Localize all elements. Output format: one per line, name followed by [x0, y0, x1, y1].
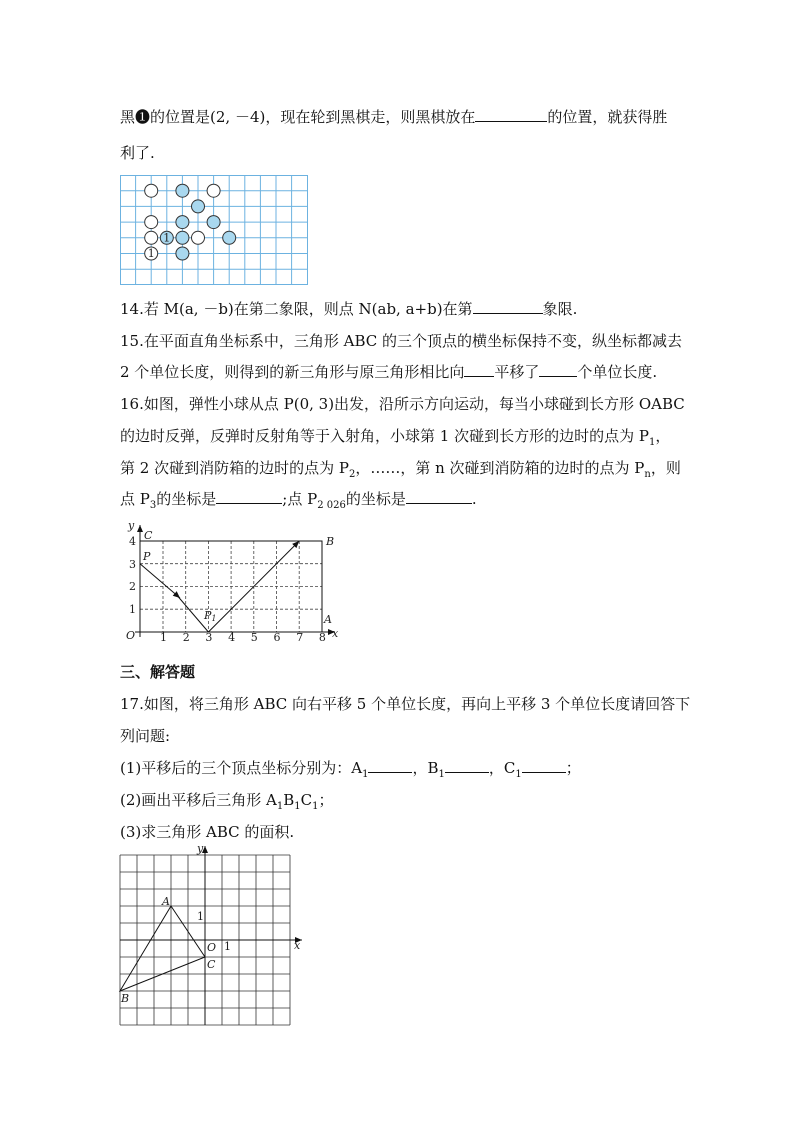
q13-text: 黑: [120, 108, 136, 126]
q17-item3: [120, 822, 294, 842]
q14-text: 象限.: [542, 300, 578, 318]
q17-item1: [120, 758, 581, 778]
q15-text: 平移了: [494, 363, 540, 381]
q16-text: 的边时反弹，反弹时反射角等于入射角，小球第 1 次碰到长方形的边时的点为 P: [120, 427, 649, 445]
black-stone: [176, 247, 189, 260]
white-stone: [145, 231, 158, 244]
q16-text: ，: [655, 427, 671, 445]
y-axis-label: y: [128, 519, 135, 532]
q16-subscript: 2 026: [317, 500, 346, 511]
y-tick: 1: [129, 603, 136, 616]
x-axis-label: x: [332, 627, 339, 640]
q13-answer-blank[interactable]: [475, 107, 547, 122]
point-c-label: C: [207, 958, 216, 971]
y-tick: 4: [129, 535, 136, 548]
q17-text: ；: [565, 759, 581, 777]
q17-text: ，C: [488, 759, 516, 777]
x-tick: 8: [318, 631, 326, 644]
q15-distance-blank[interactable]: [539, 362, 577, 377]
white-stone: [192, 231, 205, 244]
triangle-abc: [120, 906, 205, 991]
x-tick: 5: [250, 631, 258, 644]
q16-line3: [120, 458, 681, 478]
q17-text: B: [283, 791, 295, 809]
q16-line1: [120, 394, 685, 414]
q16-text: 第 2 次碰到消防箱的边时的点为 P: [120, 459, 349, 477]
q13-text: 的位置是(2, －4)，现在轮到黑棋走，则黑棋放在: [150, 108, 476, 126]
black-stone: [176, 231, 189, 244]
q17-line2: [120, 726, 170, 746]
black-stone: [207, 216, 220, 229]
q16-line4: [120, 489, 477, 509]
x-axis-label: x: [294, 939, 301, 952]
x-tick: 2: [182, 631, 190, 644]
q17-a1-blank[interactable]: [368, 758, 412, 773]
q16-text: ，则: [650, 459, 681, 477]
point-b-label: B: [121, 992, 130, 1005]
q17-text: C: [300, 791, 313, 809]
q16-text: ;点 P: [282, 490, 318, 508]
black-stone: [176, 184, 189, 197]
q17-c1-blank[interactable]: [522, 758, 566, 773]
q13-text: 的位置，就获得胜: [547, 108, 668, 126]
x-tick: 7: [296, 631, 304, 644]
q17-text: ；: [318, 791, 334, 809]
white-stone-label: 1: [147, 247, 155, 261]
q17-subscript: 1: [312, 801, 319, 812]
q15-text: 2 个单位长度，则得到的新三角形与原三角形相比向: [120, 363, 465, 381]
x-tick: 1: [160, 631, 167, 644]
q16-line2: [120, 426, 670, 446]
q17-text: ，B: [412, 759, 439, 777]
q16-subscript: 3: [149, 500, 157, 511]
q15-text: 15.在平面直角坐标系中，三角形 ABC 的三个顶点的横坐标保持不变，纵坐标都减去: [120, 332, 683, 350]
white-stone: [207, 184, 220, 197]
y-unit-label: 1: [197, 910, 204, 923]
q16-text: 的坐标是: [345, 490, 406, 508]
bouncing-ball-graph: [120, 515, 350, 645]
origin-label: O: [126, 629, 136, 642]
q15-direction-blank[interactable]: [464, 362, 494, 377]
q17-item2: [120, 790, 334, 810]
q17-text: (3)求三角形 ABC 的面积.: [120, 823, 295, 841]
triangle-grid-graph: [120, 842, 310, 1030]
q17-subscript: 1: [362, 769, 369, 780]
point-a-label: A: [162, 895, 170, 908]
q17-subscript: 1: [438, 769, 445, 780]
q16-text: 的坐标是: [156, 490, 217, 508]
q16-p3-blank[interactable]: [216, 489, 282, 504]
x-tick: 4: [228, 631, 236, 644]
section-heading: [120, 662, 195, 682]
black-stone: [192, 200, 205, 213]
x-unit-label: 1: [224, 940, 231, 953]
q16-p2026-blank[interactable]: [406, 489, 472, 504]
point-c-label: C: [144, 529, 153, 542]
q16-subscript: n: [644, 469, 651, 480]
black-stone: [223, 231, 236, 244]
q16-subscript: 2: [348, 469, 356, 480]
q17-line1: [120, 694, 690, 714]
q16-text: 16.如图，弹性小球从点 P(0, 3)出发，沿所示方向运动，每当小球碰到长方形 OABC: [120, 395, 685, 413]
white-stone: [145, 184, 158, 197]
white-stone: [145, 216, 158, 229]
point-a-label: A: [324, 613, 332, 626]
q17-text: (1)平移后的三个顶点坐标分别为：A: [120, 759, 363, 777]
q16-text: 点 P: [120, 490, 150, 508]
q15-line2: [120, 362, 657, 382]
q14-line: [120, 299, 577, 319]
x-tick: 6: [273, 631, 281, 644]
y-tick: 2: [129, 580, 136, 593]
q16-text: .: [471, 490, 477, 508]
go-board-figure: [120, 175, 308, 285]
q13-text: 利了.: [120, 144, 155, 162]
q17-text: 列问题:: [120, 727, 171, 745]
x-tick: 3: [205, 631, 213, 644]
y-tick: 3: [129, 558, 136, 571]
q17-subscript: 1: [294, 801, 301, 812]
section-title: 三、解答题: [120, 663, 196, 681]
q17-subscript: 1: [515, 769, 522, 780]
point-b-label: B: [326, 535, 335, 548]
q17-b1-blank[interactable]: [445, 758, 489, 773]
q15-text: 个单位长度.: [577, 363, 658, 381]
q13-line2: [120, 143, 155, 163]
point-p1-label: P1: [204, 609, 217, 623]
black-stone-mark: ❶: [135, 108, 151, 126]
q13-line1: [120, 107, 667, 127]
black-stone-label: 1: [163, 231, 171, 245]
point-p-label: P: [143, 550, 151, 563]
q17-text: (2)画出平移后三角形 A: [120, 791, 277, 809]
q14-answer-blank[interactable]: [473, 299, 543, 314]
q17-text: 17.如图，将三角形 ABC 向右平移 5 个单位长度，再向上平移 3 个单位长度请回答下: [120, 695, 691, 713]
black-stone: [176, 216, 189, 229]
q16-subscript: 1: [648, 437, 656, 448]
q14-text: 14.若 M(a, －b)在第二象限，则点 N(ab, a+b)在第: [120, 300, 473, 318]
y-axis-label: y: [197, 842, 204, 855]
q16-text: ，……，第 n 次碰到消防箱的边时的点为 P: [355, 459, 645, 477]
origin-label: O: [207, 941, 217, 954]
q17-subscript: 1: [276, 801, 284, 812]
q15-line1: [120, 331, 682, 351]
